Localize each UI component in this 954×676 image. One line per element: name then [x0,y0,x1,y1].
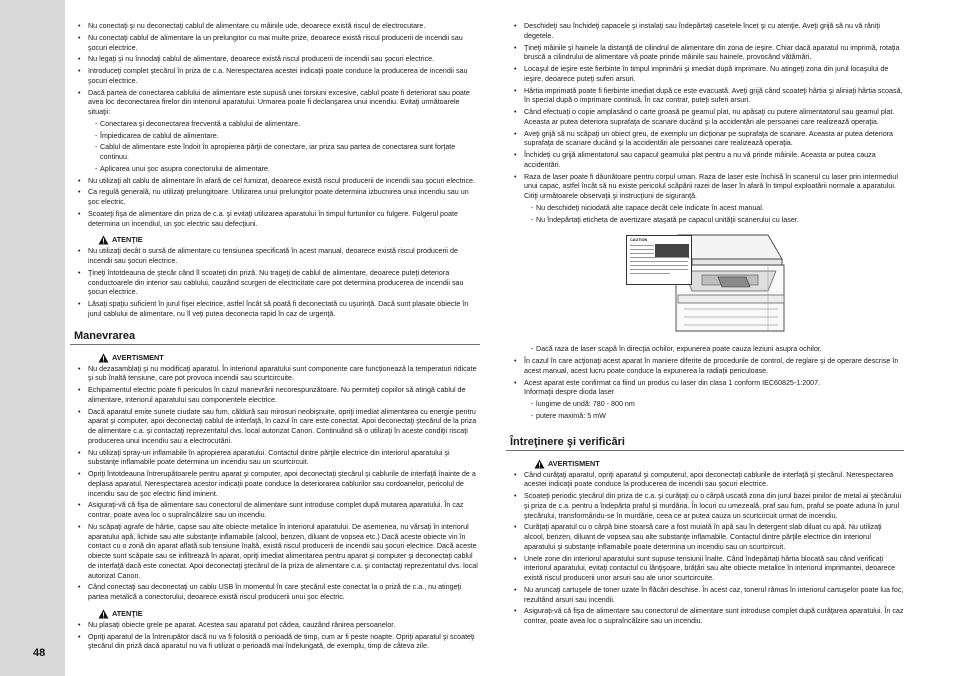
handling-list [506,22,904,225]
laser-warning-label [626,235,692,285]
list-item: • Scoateţi fişa de alimentare din priza de c.a. şi evitaţi utilizarea aparatului în timpul furtunilor cu fulgere. Fulgerul poate determina un incendiul, un şoc electric sau defecţiuni. [70,210,480,230]
sub-list-item: - Dacă raza de laser scapă în direcţia ochilor, expunerea poate cauza leziuni asupra ochilor. [506,345,904,355]
caution-label-text: CAUTION [630,238,648,243]
list-item: • Închideţi cu grijă alimentatorul sau capacul geamului plat pentru a nu vă prinde mâinile. Aceasta ar putea cauza accidentări. [506,151,904,171]
list-item: • Raza de laser poate fi dăunătoare pentru corpul uman. Raza de laser este închisă în scanerul cu laser prin intermediul unui capac, astfel încât să nu existe pericolul scăpării razei de laser în afară în timpul exploatării normale a aparatului. Citiţi următoarele observaţii şi instrucţiuni de siguranţă. [506,173,904,202]
section-title-manevrarea: Manevrarea [70,330,480,345]
list-item: • Ţineţi întotdeauna de ştecăr când îl scoateţi din priză. Nu trageţi de cablul de alimentare, deoarece puteţi deteriora conductoarele din interior sau cablului, cauzând scurgeri de electricitate care pot determina producerea de incendii sau şocuri electrice. [70,269,480,298]
avertisment-heading [98,353,480,363]
list-item: • Echipamentul electric poate fi periculos în cazul manevrării necorespunzătoare. Nu permiteţi copiilor să atingă cablul de alimentare, interiorul aparatului sau componentele electrice. [70,386,480,406]
list-item [506,379,904,399]
avertisment-list [70,365,480,603]
list-item: • În cazul în care acţionaţi acest aparat în maniere diferite de procedurile de control, de reglare şi de operare descrise în acest manual, acest lucru poate conduce la expunerea la radiaţii periculoase. [506,357,904,377]
list-item: • Locaşul de ieşire este fierbinte în timpul imprimării şi imediat după imprimare. Nu atingeţi zona din jurul locaşului de ieşire, deoarece puteţi suferi arsuri. [506,65,904,85]
atentie-list [70,621,480,652]
list-item: • Lăsaţi spaţiu suficient în jurul fişei electrice, astfel încât să poată fi deconectată cu uşurinţă. Dacă sunt plasate obiecte în jurul cablului de alimentare, nu îl veţi putea deconecta rapid în caz de urgenţă. [70,300,480,320]
list-item: • Nu dezasamblaţi şi nu modificaţi aparatul. În interiorul aparatului sunt componente care funcţionează la temperaturi ridicate şi sub înaltă tensiune, care pot provoca incendii sau scurtcircuite. [70,365,480,385]
warning-triangle-icon [534,459,545,469]
list-item: • Când conectaţi sau deconectaţi un cablu USB în momentul în care ştecărul este conectat la o priză de c.a., nu atingeţi partea metalică a conectorului, deoarece există riscul producerii unui şoc electric. [70,583,480,603]
left-column [70,22,480,654]
laser-list [506,345,904,421]
avertisment-label: AVERTISMENT [112,352,164,362]
sub-list-item: - Nu deschideţi niciodată alte capace decât cele indicate în acest manual. [506,204,904,214]
sub-list-item: - Împiedicarea de cablul de alimentare. [70,132,480,142]
label-text-lines [630,245,688,277]
page-number: 48 [33,647,46,659]
list-item: • Opriţi aparatul de la întrerupător dacă nu va fi folosită o perioadă de timp, cum ar fi peste noapte. Opriţi aparatul şi scoateţi ştecărul din priză dacă aparatul nu va fi utilizat o perioadă mai îndelungată, de exemplu, timp de câteva zile. [70,633,480,653]
list-item: • Unele zone din interiorul aparatului sunt supuse tensiunii înalte. Când îndepărtaţi hârtia blocată sau când verificaţi interiorul aparatului, evitaţi contactul cu lănţişoare, brăţări sau alte obiecte metalice în interiorul imprimantei, deoarece există riscul producerii unor arsuri sau ale unor scurtcircuite. [506,555,904,584]
list-item: • Când curăţaţi aparatul, opriţi aparatul şi computerul, apoi deconectaţi cablurile de interfaţă şi ştecărul. Nerespectarea acestei indicaţii poate conduce la producerea de incendii sau şocuri electrice. [506,471,904,491]
atentie-label: ATENŢIE [112,608,143,618]
list-item: • Dacă aparatul emite sunete ciudate sau fum, căldură sau mirosuri neobişnuite, opriţi imediat alimentarea cu energie pentru aparat şi computer, apoi deconectaţi cablul de interfaţă, în cazul în care este conectat. Apoi deconectaţi ştecărul de la priza de alimentare c.a. şi contactaţi reprezentatul dvs. local autorizat Canon. Continuând să o utilizaţi în aceste condiţii riscaţi producerea unui incendiu sau a electrocutării. [70,408,480,447]
page-side-strip [0,0,65,676]
list-item: • Ca regulă generală, nu utilizaţi prelungitoare. Utilizarea unui prelungitor poate determina izbucnirea unui incendiu sau un şoc electric. [70,188,480,208]
list-item: • Curăţaţi aparatul cu o cârpă bine stoarsă care a fost muiată în apă sau în detergent slab diluat cu apă. Nu utilizaţi alcool, benzen, diluant de vopsea sau alte substanţe inflamabile. Contactul dintre părţile electrice din interiorul aparatului şi substanţe inflamabile poate determina un incendiu sau un scurtcircuit. [506,523,904,552]
sub-list-item: - putere maximă: 5 mW [506,412,904,422]
list-item: • Ţineţi mâinile şi hainele la distanţă de cilindrul de alimentare din zona de ieşire. Chiar dacă aparatul nu imprimă, rotaţia bruscă a cilindrului de alimentare vă poate prinde mâinile sau hainele, provocând vătămări. [506,44,904,64]
list-item: • Nu utilizaţi alt cablu de alimentare în afară de cel furnizat, deoarece există riscul producerii de incendii sau şocuri electrice. [70,177,480,187]
list-item: • Nu conectaţi cablul de alimentare la un prelungitor cu mai multe prize, deoarece există riscul producerii de incendii sau şocuri electrice. [70,34,480,54]
sub-list-item: - Cablul de alimentare este îndoit în apropierea părţii de conectare, iar priza sau partea de conectarea sunt forţate continuu. [70,143,480,163]
atentie-heading [98,609,480,619]
sub-list-item: - lungime de undă: 780 - 800 nm [506,400,904,410]
sub-list-item: - Aplicarea unui şoc asupra conectorului de alimentare. [70,165,480,175]
list-item: • Nu utilizaţi spray-uri inflamabile în apropierea aparatului. Contactul dintre părţile electrice din interiorul aparatului şi substanţe inflamabile poate determina un incendiu sau un scurtcircuit. [70,449,480,469]
list-item: • Nu scăpaţi agrafe de hârtie, capse sau alte obiecte metalice în interiorul aparatului. De asemenea, nu vărsaţi în interiorul aparatului apă, lichide sau alte substanţe inflamabile (alcool, benzen, diluant de vopsea etc.) Dacă aceste obiecte vin în contact cu o zonă din aparat aflată sub tensiune înaltă, există riscul producerii de incendii sau şocuri electrice. Dacă aceste obiecte sunt scăpate sau se infiltrează în aparat, opriţi imediat alimentarea pentru aparat şi computer şi deconectaţi cablul de interfaţă dacă este conectat. Apoi deconectaţi ştecărul de la priza de alimentare c.a. şi contactaţi reprezentatul dvs. local autorizat Canon. [70,523,480,582]
list-item: • Introduceţi complet ştecărul în priza de c.a. Nerespectarea acestei indicaţii poate conduce la producerea de incendii sau şocuri electrice. [70,67,480,87]
sub-list-item: - Nu îndepărtaţi eticheta de avertizare ataşată pe capacul unităţii scanerului cu laser. [506,216,904,226]
list-item: • Nu legaţi şi nu înnodaţi cablul de alimentare, deoarece există riscul producerii de incendii sau şocuri electrice. [70,55,480,65]
avertisment-heading [534,459,904,469]
laser-class-text: Acest aparat este confirmat ca fiind un produs cu laser din clasa 1 conform IEC60825-1:2007. [524,378,821,387]
list-item: • Asiguraţi-vă că fişa de alimentare sau conectorul de alimentare sunt introduse complet după curăţarea aparatului. În caz contrar, poate avea loc o supraîncălzire sau un incendiu. [506,607,904,627]
list-item: • Dacă partea de conectarea cablului de alimentare este supusă unei torsiuni excesive, cablul poate fi deteriorat sau poate avea loc deconectarea firelor din interiorul aparatului. Urmarea poate fi declanşarea unui incendiu. Evitaţi următoarele situaţii: [70,89,480,118]
list-item: • Nu aruncaţi cartuşele de toner uzate în flăcări deschise. În acest caz, tonerul rămas în interiorul cartuşelor poate lua foc, rezultând arsuri sau incendii. [506,586,904,606]
list-item: • Asiguraţi-vă că fişa de alimentare sau conectorul de alimentare sunt introduse complet după mutarea aparatului. În caz contrar, poate avea loc o supraîncălzire sau un incendiu. [70,501,480,521]
list-item: • Nu conectaţi şi nu deconectaţi cablul de alimentare cu mâinile ude, deoarece există riscul de electrocutare. [70,22,480,32]
section-title-intretinere: Întreţinere şi verificări [506,436,904,451]
warning-triangle-icon [98,609,109,619]
list-item: • Nu plasaţi obiecte grele pe aparat. Acestea sau aparatul pot cădea, cauzând rănirea persoanelor. [70,621,480,631]
avertisment-label: AVERTISMENT [548,458,600,468]
avertisment-list [506,471,904,627]
list-item: • Când efectuaţi o copie amplasând o carte groasă pe geamul plat, nu apăsaţi cu putere alimentatorul sau geamul plat. Aceasta ar putea deteriora suprafaţa de scanare ducând şi la accidentări ale persoanei care realizează operaţia. [506,108,904,128]
atentie-label: ATENŢIE [112,235,143,245]
laser-scanner-illustration [618,231,788,333]
list-item: • Hârtia imprimată poate fi fierbinte imediat după ce este evacuată. Aveţi grijă când scoateţi hârtia şi aliniaţi hârtia scoasă, în special după o imprimare continuă. În caz contrar, puteţi suferi arsuri. [506,87,904,107]
sub-list-item: - Conectarea şi deconectarea frecventă a cablului de alimentare. [70,120,480,130]
atentie-list [70,247,480,319]
right-column [506,22,904,629]
list-item: • Scoateţi periodic ştecărul din priza de c.a. şi curăţaţi cu o cârpă uscată zona din jurul bazei pinilor de metal ai ştecărului şi priza de c.a. pentru a îndepărta praful şi murdăria. În locuri cu umezeală, praf sau fum, praful se poate aduna în jurul ştecărului, transformându-se în murdărie, ceea ce ar putea cauza un scurtcircuit urmat de incendiu. [506,492,904,521]
warning-triangle-icon [98,235,109,245]
list-item: • Aveţi grijă să nu scăpaţi un obiect greu, de exemplu un dicţionar pe suprafaţa de scanare. Aceasta ar putea deteriora suprafaţa de scanare ducând şi la accidentări ale persoanei care realizează operaţia. [506,130,904,150]
list-item: • Deschideţi sau închideţi capacele şi instalaţi sau îndepărtaţi casetele încet şi cu atenţie. Aveţi grijă să nu vă răniţi degetele. [506,22,904,42]
diode-intro-text: Informaţii despre dioda laser [524,388,615,397]
power-cord-warnings [70,22,480,229]
atentie-heading [98,235,480,245]
warning-triangle-icon [98,353,109,363]
list-item: • Nu utilizaţi decât o sursă de alimentare cu tensiunea specificată în acest manual, deoarece există riscul producerii de incendii sau şocuri electrice. [70,247,480,267]
list-item: • Opriţi întotdeauna întrerupătoarele pentru aparat şi computer, apoi deconectaţi ştecărul şi cablurile de interfaţă înainte de a deplasa aparatul. Nerespectarea acestor indicaţii poate conduce la deteriorarea cablurilor sau cordoanelor, pericolul de incendiu sau de şoc electric fiind iminent. [70,470,480,499]
